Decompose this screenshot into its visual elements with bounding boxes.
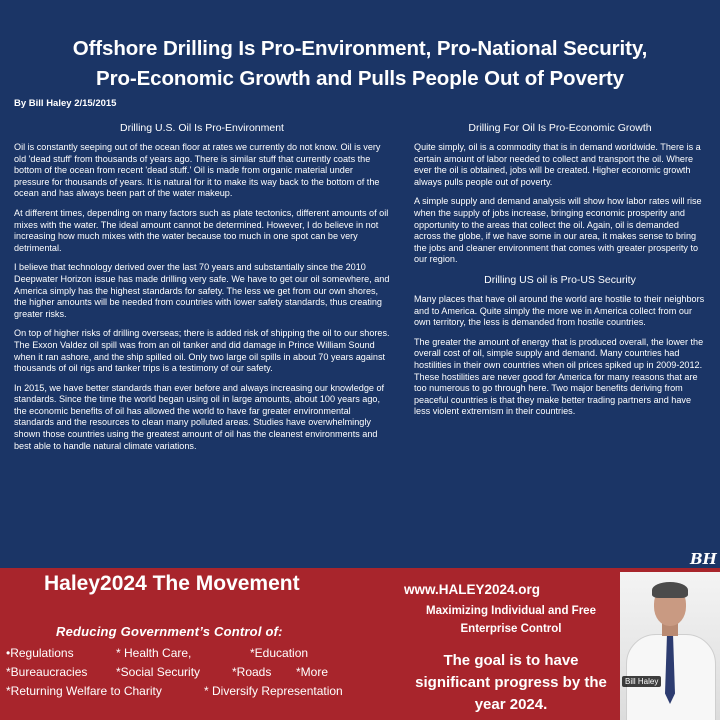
- paragraph: Many places that have oil around the world are hostile to their neighbors and to America. Quite simply the more we in America collect from our own territory, the less is demanded from hostile countries.: [414, 293, 705, 328]
- list-item: * Health Care,: [116, 646, 192, 660]
- initials-mark: BH: [690, 550, 717, 568]
- section-heading-security: Drilling US oil is Pro-US Security: [484, 273, 636, 286]
- list-item: *Bureaucracies: [6, 665, 88, 679]
- paragraph: At different times, depending on many factors such as plate tectonics, different amounts of oil mixes with the water. The ideal amount cannot be determined. However, I do believe in not increasing how much mixes with the water because too much in one spot can be very detrimental.: [14, 207, 389, 253]
- goal-statement: The goal is to have significant progress by the year 2024.: [415, 652, 607, 713]
- title-line-2: Pro-Economic Growth and Pulls People Out of Poverty: [96, 67, 624, 90]
- title-line-1: Offshore Drilling Is Pro-Environment, Pro-National Security,: [72, 37, 648, 60]
- page-title: [10, 34, 710, 94]
- paragraph: In 2015, we have better standards than ever before and always increasing our knowledge of standards. Since the time the world began using oil in large amounts, about 100 years ago, the economic benefits of oil has allowed the world to have far greater environmental standards and the resources to clean many polluted areas. Studies have overwhelmingly shown those countries using the greatest amount of oil has the cleanest environments and best able to handle natural climate variations.: [14, 382, 385, 451]
- paragraph: Quite simply, oil is a commodity that is in demand worldwide. There is a certain amount of labor needed to collect and transport the oil. Where ever the oil is obtained, jobs will be created. Higher economic growth always pulls people out of poverty.: [414, 142, 701, 187]
- footer-banner: [0, 568, 720, 720]
- left-column: [14, 122, 390, 460]
- right-column: [414, 122, 706, 426]
- website-link[interactable]: www.HALEY2024.org: [404, 582, 541, 597]
- list-item: *Returning Welfare to Charity: [6, 684, 162, 698]
- reducing-heading: Reducing Government’s Control of:: [56, 624, 283, 639]
- paragraph: A simple supply and demand analysis will show how labor rates will rise when the supply of jobs increase, bringing economic prosperity and opportunity to the areas that collect the oil. Again, oil is demanded across the globe, if we have some in our area, it makes sense to bring the jobs and cleaner environment that comes with greater prosperity to our region.: [414, 196, 702, 265]
- byline: By Bill Haley 2/15/2015: [14, 98, 117, 109]
- list-item: *More: [296, 665, 329, 679]
- section-heading-environment: Drilling U.S. Oil Is Pro-Environment: [120, 122, 284, 134]
- list-item: * Diversify Representation: [204, 684, 343, 698]
- paragraph: On top of higher risks of drilling overseas; there is added risk of shipping the oil to our shores. The Exxon Valdez oil spill was from an oil tanker and did damage in Prince William Sound when it ran ashore, and the ship spilled oil. Only two large oil spills in about 70 years against thousands of oil rigs and tanker trips is a testimony of our safety.: [14, 328, 390, 374]
- section-heading-economic: Drilling For Oil Is Pro-Economic Growth: [468, 122, 652, 134]
- movement-title: Haley2024 The Movement: [44, 572, 300, 595]
- tagline: Maximizing Individual and Free Enterprise Control: [426, 605, 596, 635]
- paragraph: I believe that technology derived over the last 70 years and substantially since the 2010 Deepwater Horizon issue has made drilling very safe. We have to get our oil somewhere, and America simply has the highest standards for safety. The less we get from our own shores, the higher amounts will be needed from countries with lower safety standards, thus creating greater risks.: [14, 262, 390, 319]
- paragraph: The greater the amount of energy that is produced overall, the lower the overall cost of oil, simple supply and demand. Many countries had hostilities in their own countries when oil prices spiked up in 2009-2012. These hostilities are never good for America for many reasons that are too numerous to go through here. Two major benefits deriving from peaceful countries is that they make better trading partners and have less violent extremism in their countries.: [414, 336, 704, 417]
- paragraph: Oil is constantly seeping out of the ocean floor at rates we currently do not know. Oil is very old 'dead stuff' from thousands of years ago. There is similar stuff that currently coats the bottom of the ocean from recent 'dead stuff.' Oil is made from organic material under pressure for thousands of years. It is natural for it to make its way back to the bottom of the ocean and has always been part of the water makeup.: [14, 142, 381, 199]
- list-item: •Regulations: [6, 646, 74, 660]
- list-item: *Social Security: [116, 665, 201, 679]
- list-item: *Education: [250, 646, 309, 660]
- portrait-photo: [620, 572, 720, 720]
- list-item: *Roads: [232, 665, 272, 679]
- photo-caption: Bill Haley: [622, 676, 661, 687]
